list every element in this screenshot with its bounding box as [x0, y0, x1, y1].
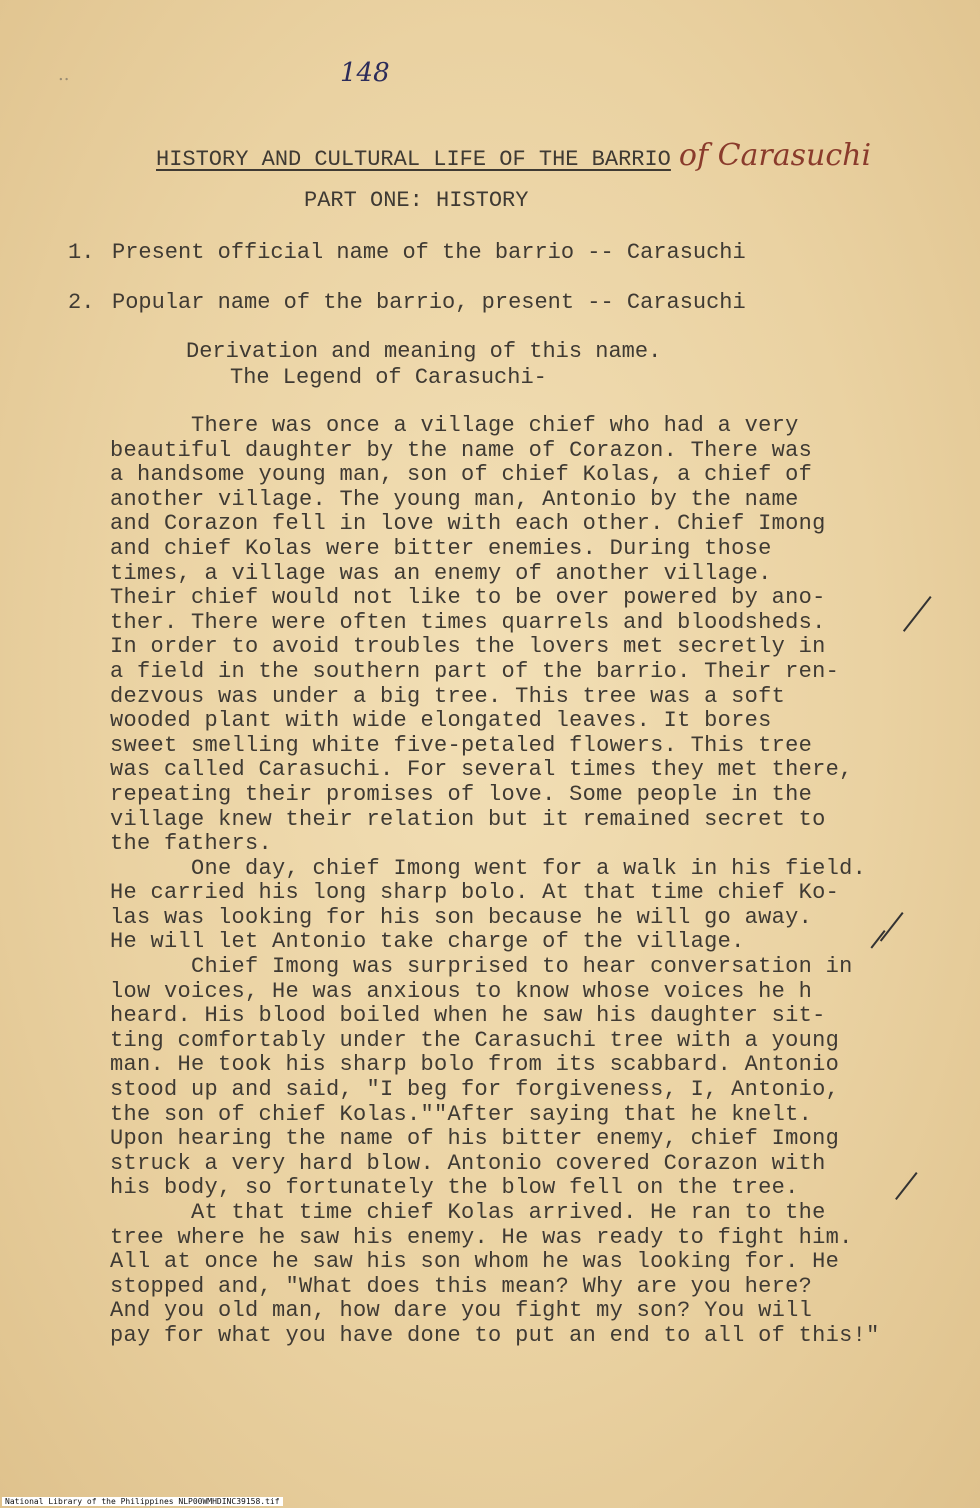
- list-item: [68, 290, 746, 315]
- archive-footer: National Library of the Philippines NLP00WMHDINC39158.tif: [2, 1497, 283, 1506]
- page-number: 148: [340, 58, 390, 88]
- list-item-text: Popular name of the barrio, present -- Carasuchi: [112, 290, 746, 315]
- stray-mark: ..: [58, 64, 70, 85]
- list-item: [68, 240, 746, 265]
- part-heading: PART ONE: HISTORY: [304, 188, 529, 213]
- legend-body-text: There was once a village chief who had a very beautiful daughter by the name of Corazon. There was a handsome young man, son of chief Kolas, a chief of another village. The young man, Antonio by the name and Corazon fell in love with each other. Chief Imong and chief Kolas were bitter enemies. During those times, a village was an enemy of another village. Their chief would not like to be over powered by ano- ther. There were often times quarrels and bloodsheds. In order to avoid troubles the lovers met secretly in a field in the southern part of the barrio. Their ren- dezvous was under a big tree. This tree was a soft wooded plant with wide elongated leaves. It bores sweet smelling white five-petaled flowers. This tree was called Carasuchi. For several times they met there, repeating their promises of love. Some people in the village knew their relation but it remained secret to the fathers. One day, chief Imong went for a walk in his field. He carried his long sharp bolo. At that time chief Ko- las was looking for his son because he will go away. He will let Antonio take charge of the village. Chief Imong was surprised to hear conversation in low voices, He was anxious to know whose voices he h heard. His blood boiled when he saw his daughter sit- ting comfortably under the Carasuchi tree with a young man. He took his sharp bolo from its scabbard. Antonio stood up and said, "I beg for forgiveness, I, Antonio, the son of chief Kolas.""After saying that he knelt. Upon hearing the name of his bitter enemy, chief Imong struck a very hard blow. Antonio covered Corazon with his body, so fortunately the blow fell on the tree. At that time chief Kolas arrived. He ran to the tree where he saw his enemy. He was ready to fight him. All at once he saw his son whom he was looking for. He stopped and, "What does this mean? Why are you here? And you old man, how dare you fight my son? You will pay for what you have done to put an end to all of this!": [110, 413, 880, 1348]
- margin-check-mark: [895, 1172, 918, 1200]
- list-item-text: Present official name of the barrio -- Carasuchi: [112, 240, 746, 265]
- margin-check-mark: [880, 912, 904, 942]
- list-item-number: 1.: [68, 240, 95, 265]
- derivation-block: [186, 339, 661, 391]
- title-typed-text: HISTORY AND CULTURAL LIFE OF THE BARRIO: [156, 147, 671, 172]
- margin-check-mark: [903, 596, 932, 632]
- document-title: [156, 138, 871, 173]
- title-handwritten-annotation: of Carasuchi: [678, 138, 872, 173]
- derivation-heading: Derivation and meaning of this name.: [186, 339, 662, 364]
- list-item-number: 2.: [68, 290, 95, 315]
- legend-subheading: The Legend of Carasuchi-: [230, 365, 547, 390]
